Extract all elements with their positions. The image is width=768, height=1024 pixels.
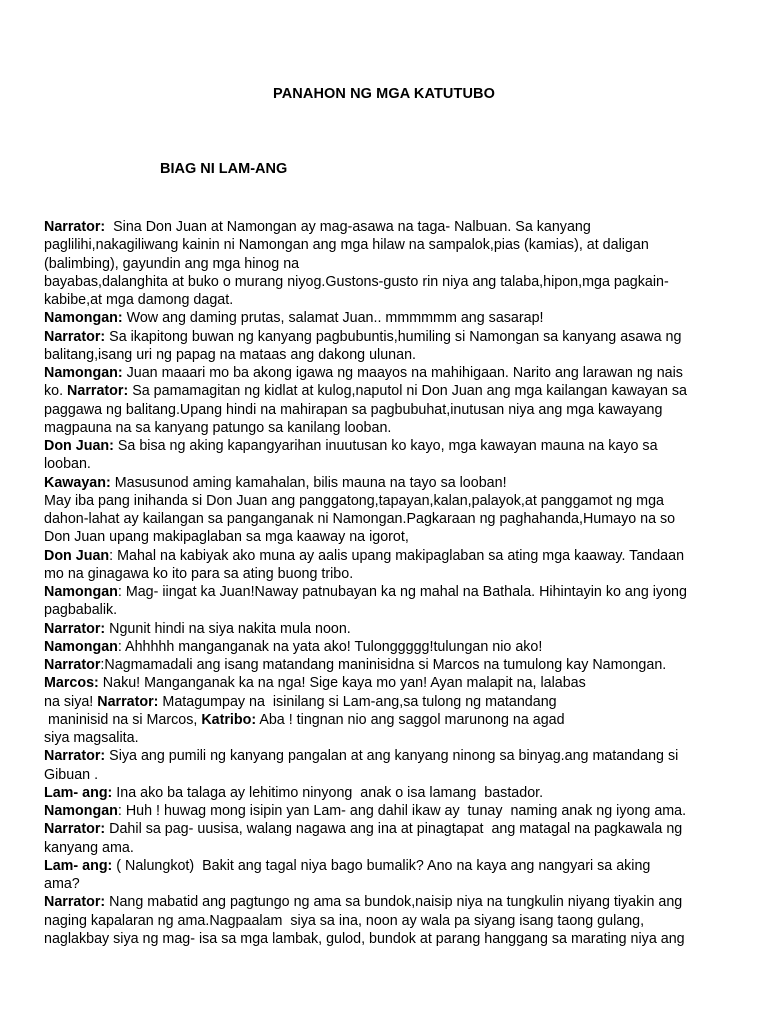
text-line [44,857,734,875]
line-text: Dahil sa pag- uusisa, walang nagawa ang ina at pinagtapat ang matagal na pagkawala ng [105,821,683,838]
line-text: kabibe,at mga damong dagat. [44,292,234,308]
text-line [44,455,734,473]
text-line [44,309,734,327]
speaker-label: Don Juan [44,547,110,564]
text-line [44,218,734,236]
text-line [44,419,734,437]
line-text: Siya ang pumili ng kanyang pangalan at ang kanyang ninong sa binyag.ang matandang si [105,748,679,765]
line-text: Sa pamamagitan ng kidlat at kulog,naputol ni Don Juan ang mga kailangan kawayan sa [128,383,687,400]
line-text: looban. [44,456,91,473]
speaker-label: Narrator: [44,328,106,345]
text-line [44,547,734,565]
line-text: Matagumpay na isinilang si Lam-ang,sa tulong ng matandang [158,693,557,710]
text-line [44,656,734,674]
line-text: May iba pang inihanda si Don Juan ang panggatong,tapayan,kalan,palayok,at panggamot ng mga [44,492,664,509]
text-line [44,693,734,711]
text-line [44,528,734,546]
line-text: ( Nalungkot) Bakit ang tagal niya bago bumalik? Ano na kaya ang nangyari sa aking [112,857,651,874]
speaker-label: Lam- ang: [44,857,113,874]
text-line [44,236,734,254]
text-line [44,711,734,729]
line-text: siya magsalita. [44,730,139,746]
text-line [44,620,734,638]
dialogue-body [44,218,734,948]
line-text: bayabas,dalanghita at buko o murang niyog.Gustons-gusto rin niya ang talaba,hipon,mga pagkain- [44,273,669,290]
text-line [44,674,734,692]
text-line [44,492,734,510]
line-text: balitang,isang uri ng papag na mataas ang dakong ulunan. [44,346,417,363]
line-text: (balimbing), gayundin ang mga hinog na [44,255,300,272]
speaker-label: Namongan: [44,365,123,381]
speaker-label: Narrator: [67,383,129,400]
speaker-label: Namongan [44,803,118,819]
speaker-label: Narrator: [44,620,106,637]
line-text: maninisid na si Marcos, [44,711,202,728]
text-line [44,820,734,838]
speaker-label: Kawayan: [44,474,111,491]
text-line [44,747,734,765]
text-line [44,802,734,820]
text-line [44,401,734,419]
text-line [44,346,734,364]
speaker-label: Narrator: [44,219,106,235]
line-text: mo na ginagawa ko ito para sa ating buong tribo. [44,565,354,582]
text-line [44,474,734,492]
line-text: Gibuan . [44,766,99,783]
line-text: kanyang ama. [44,839,134,856]
line-text: Sa bisa ng aking kapangyarihan inuutusan ko kayo, mga kawayan mauna na kayo sa [113,438,658,454]
line-text: Masusunod aming kamahalan, bilis mauna na tayo sa looban! [110,474,507,491]
line-text: : Mag- iingat ka Juan!Naway patnubayan ka ng mahal na Bathala. Hihintayin ko ang iyong [117,584,687,600]
text-line [44,729,734,747]
text-line [44,766,734,784]
speaker-label: Narrator [44,657,101,673]
line-text: Sa ikapitong buwan ng kanyang pagbubuntis,humiling si Namongan sa kanyang asawa ng [105,328,682,345]
line-text: Nang mabatid ang pagtungo ng ama sa bundok,naisip niya na tungkulin niyang tiyakin ang [105,894,683,911]
speaker-label: Don Juan: [44,438,114,454]
speaker-label: Namongan: [44,310,123,327]
line-text: : Ahhhhh manganganak na yata ako! Tulonggggg!tulungan nio ako! [117,638,543,655]
text-line [44,583,734,601]
document-title: PANAHON NG MGA KATUTUBO [273,86,495,102]
line-text: Ina ako ba talaga ay lehitimo ninyong anak o isa lamang bastador. [112,784,544,801]
text-line [44,273,734,291]
text-line [44,893,734,911]
text-line [44,510,734,528]
text-line [44,255,734,273]
line-text: magpauna na sa kanyang patungo sa kanilang looban. [44,419,392,436]
text-line [44,875,734,893]
speaker-label: Namongan [44,638,118,655]
line-text: ama? [44,876,80,892]
text-line [44,784,734,802]
text-line [44,437,734,455]
line-text: Aba ! tingnan nio ang saggol marunong na agad [256,711,565,728]
line-text: dahon-lahat ay kailangan sa panganganak ni Namongan.Pagkaraan ng paghahanda,Humayo na so [44,511,676,527]
text-line [44,364,734,382]
line-text: naging kapalaran ng ama.Nagpaalam siya sa ina, noon ay wala pa siyang isang taong gulang, [44,912,645,929]
text-line [44,638,734,656]
text-line [44,912,734,930]
speaker-label: Narrator: [97,693,159,710]
text-line [44,291,734,309]
line-text: naglakbay siya ng mag- isa sa mga lambak, gulod, bundok at parang hanggang sa marating niya ang [44,930,685,947]
line-text: pagbabalik. [44,602,118,619]
text-line [44,382,734,400]
speaker-label: Marcos: [44,675,99,692]
speaker-label: Narrator: [44,894,106,911]
line-text: : Mahal na kabiyak ako muna ay aalis upang makipaglaban sa ating mga kaaway. Tandaan [109,547,685,564]
text-line [44,565,734,583]
line-text: Ngunit hindi na siya nakita mula noon. [105,620,351,637]
line-text: paggawa ng balitang.Upang hindi na mahirapan sa pagbubuhat,inutusan niya ang mga kawayang [44,401,663,418]
text-line [44,328,734,346]
line-text: ko. [44,383,68,400]
line-text: na siya! [44,693,98,710]
document-subtitle: BIAG NI LAM-ANG [160,161,288,177]
line-text: :Nagmamadali ang isang matandang maninisidna si Marcos na tumulong kay Namongan. [100,657,667,673]
speaker-label: Narrator: [44,748,106,765]
line-text: : Huh ! huwag mong isipin yan Lam- ang dahil ikaw ay tunay naming anak ng iyong ama. [117,803,687,819]
text-line [44,839,734,857]
line-text: Wow ang daming prutas, salamat Juan.. mmmmmm ang sasarap! [122,310,544,327]
line-text: Juan maaari mo ba akong igawa ng maayos na mahihigaan. Narito ang larawan ng nais [122,365,683,381]
text-line [44,930,734,948]
line-text: Sina Don Juan at Namongan ay mag-asawa na taga- Nalbuan. Sa kanyang [105,219,591,235]
speaker-label: Lam- ang: [44,784,113,801]
speaker-label: Namongan [44,584,118,600]
line-text: Naku! Manganganak ka na nga! Sige kaya mo yan! Ayan malapit na, lalabas [98,675,586,692]
line-text: Don Juan upang makipaglaban sa mga kaaway na igorot, [44,529,409,546]
text-line [44,601,734,619]
line-text: paglilihi,nakagiliwang kainin ni Namongan ang mga hilaw na sampalok,pias (kamias), at daligan [44,237,649,254]
speaker-label: Narrator: [44,821,106,838]
speaker-label: Katribo: [201,711,257,728]
